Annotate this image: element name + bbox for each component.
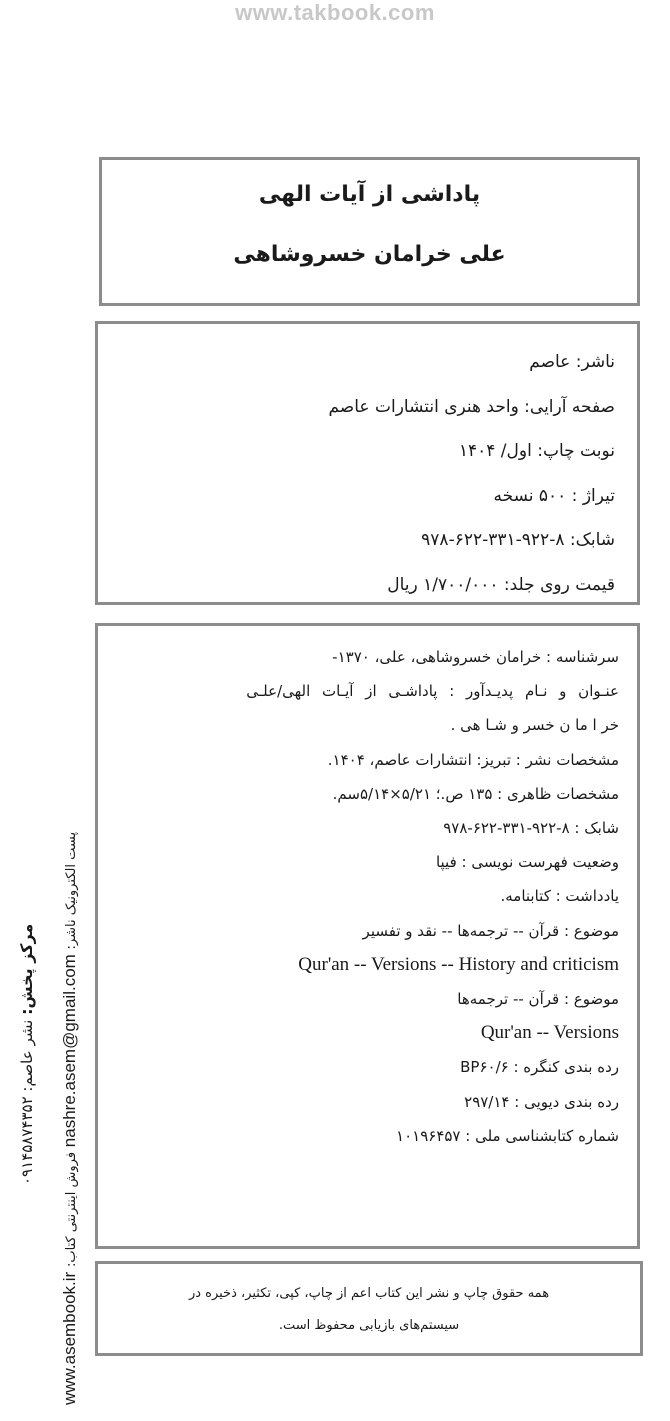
cataloging-box [95,623,640,1249]
distribution-value: نشر عاصم: ۰۹۱۴۵۸۷۴۳۵۲ [18,1019,36,1185]
catalog-line-publication: مشخصات نشر : تبریز: انتشارات عاصم، ۱۴۰۴. [327,750,619,769]
copyright-line-1: همه حقوق چاپ و نشر این کتاب اعم از چاپ، کپی، تکثیر، ذخیره در [188,1286,550,1301]
catalog-line-note: یادداشت : کتابنامه. [500,887,619,906]
catalog-line-subject-2: موضوع : قرآن -- ترجمه‌ها [457,990,619,1009]
publisher-line: ناشر: عاصم [529,352,615,372]
copyright-box [95,1261,643,1356]
website-link[interactable]: www.asembook.ir [60,1271,79,1405]
distribution-label: مرکز پخش: [17,923,36,1015]
catalog-line-isbn: شابک : ۸-۹۲۲-۳۳۱-۶۲۲-۹۷۸ [443,819,619,838]
author-name: علی خرامان خسروشاهی [233,242,506,267]
book-title: پاداشی از آیات الهی [258,182,481,207]
catalog-line-title-cont: خر ا ما ن خسر و شـا هی . [450,716,619,735]
watermark: www.takbook.com [235,0,435,25]
catalog-line-dewey: رده بندی دیویی : ۲۹۷/۱۴ [464,1092,619,1111]
layout-line: صفحه آرایی: واحد هنری انتشارات عاصم [328,396,615,417]
copyright-notice [118,1278,620,1342]
email-link[interactable]: nashre.asem@gmail.com [60,954,79,1148]
edition-line: نوبت چاپ: اول/ ۱۴۰۴ [458,441,615,461]
website-label: فروش اینترنتی کتاب: [64,1151,79,1268]
catalog-line-subject-2-en: Qur'an -- Versions [480,1022,619,1044]
publisher-info-box [95,321,640,605]
contact-info [58,832,84,1405]
catalog-line-title: عنـوان و نـام پدیـدآور : پاداشـی از آیـات الهی/علـی [246,682,619,701]
email-label: پست الکترونیک ناشر: [64,831,79,950]
copyright-line-2: سیستم‌های بازیابی محفوظ است. [278,1318,460,1333]
print-run-line: تیراژ : ۵۰۰ نسخه [493,485,615,506]
catalog-line-physical: مشخصات ظاهری : ۱۳۵ ص.؛ ۵/۲۱×۵/۱۴سم. [332,784,619,803]
catalog-line-status: وضعیت فهرست نویسی : فیپا [435,853,619,872]
catalog-line-subject-1: موضوع : قرآن -- ترجمه‌ها -- نقد و تفسیر [362,921,619,940]
catalog-line-main-entry: سرشناسه : خرامان خسروشاهی، علی، ۱۳۷۰- [332,648,619,666]
distribution-info [17,924,37,1185]
cataloging-list [199,640,619,1153]
title-box [99,157,640,306]
isbn-line: شابک: ۸-۹۲۲-۳۳۱-۶۲۲-۹۷۸ [421,530,615,550]
price-line: قیمت روی جلد: ۱/۷۰۰/۰۰۰ ریال [387,574,615,595]
catalog-line-lc-class: رده بندی کنگره : BP۶۰/۶ [460,1058,619,1077]
catalog-line-subject-1-en: Qur'an -- Versions -- History and criticism [298,953,619,975]
catalog-line-national-number: شماره کتابشناسی ملی : ۱۰۱۹۶۴۵۷ [396,1126,619,1145]
publisher-info-list [328,340,615,607]
